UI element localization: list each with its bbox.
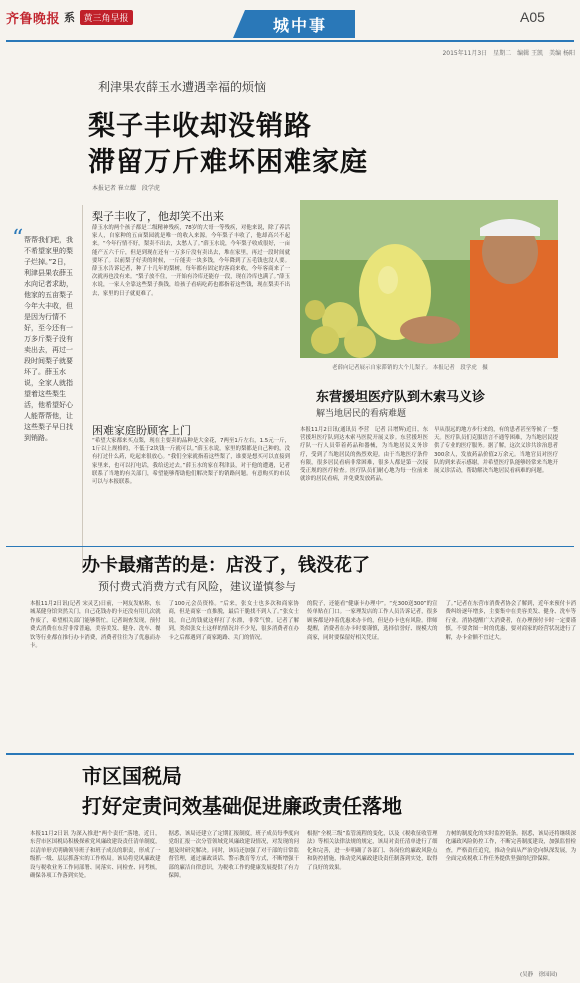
lead-kicker: 利津果农薛玉水遭遇幸福的烦恼 <box>98 80 267 94</box>
section-tab: 城中事 <box>245 10 355 38</box>
section-rule <box>6 753 574 755</box>
story3-column: 了。”记者在东营市消费者协会了解到，近年来预付卡消费纠纷逐年增多，主要集中在美容美发、健身、洗车等行业。消协提醒广大消费者，在办理预付卡时一定要谨慎，不要贪图一时的优惠，要对商家的经营状况进行了解，办卡金额不宜过大。 <box>445 601 576 641</box>
story3-headline: 办卡最痛苦的是：店没了，钱没花了 <box>82 555 370 576</box>
news-photo <box>300 200 558 358</box>
story4-columns <box>30 830 576 975</box>
brand-badge: 黄三角早报 <box>80 10 133 25</box>
story2-headline: 东营援坦医疗队到木索马义诊 <box>316 390 486 405</box>
section-rule <box>6 546 574 547</box>
story2-body-a: 本报11月2日讯(通讯员 李营 记者 吕增辉)近日，东营援坦医疗队到达木索马医院开展义诊。东营援坦医疗队一行人员带着药品和器械，为当地居民义务诊疗，受到了当地居民的热烈欢迎。由于当地医疗条件有限，很多居民看病非常困难，很多人都是第一次接受正规的医疗检查。医疗队员们耐心地为每一位前来就诊的居民看病，并免费发放药品。 <box>300 427 428 483</box>
quote-mark-icon: “ <box>12 226 24 251</box>
story4-column: 据悉，该局还建立了定期汇报制度，班子成员每季度向党组汇报一次分管领域党风廉政建设情况，对发现的问题及时研究解决。同时，该局还加强了对干部的日常监督管理，通过廉政谈话、警示教育等方式，不断增强干部的廉洁自律意识，为税收工作的健康发展提供了有力保障。 <box>168 831 299 880</box>
brand-suffix: 系 <box>64 11 76 24</box>
story4-column: 力树的制度化的实时监控链条。据悉，该局还将继续深化廉政风险防控工作，不断完善制度建设，加强监督检查，严格责任追究，推动全面从严治党向纵深发展，为全面完成税收工作任务提供坚强的纪律保障。 <box>445 831 576 863</box>
left-quote: 帮帮我们吧，我不希望家里的梨子烂掉。”2日，利津县果农薛玉水向记者求助，他家的五亩梨子今年大丰收，但是因为行情不好，至今还有一万多斤梨子没有卖出去，再过一段时间梨子就要坏了。薛玉水说，全家人就指望着这些梨生活，他希望好心人能帮帮他，让这些梨子早日找到销路。 <box>24 236 73 442</box>
lead-byline: 本报记者 崔立耀 段学虎 <box>92 185 160 192</box>
story3-columns <box>30 600 576 740</box>
story4-credit: (吴静 徐园园) <box>520 972 558 978</box>
story3-deck: 预付费式消费方式有风险，建议谨慎参与 <box>98 580 296 593</box>
story4-headline-line1: 市区国税局 <box>82 764 182 788</box>
story4-column: 本报11月2日讯 为深入推进“两个责任”落地，近日，东营市区国税局积极探索党风廉政建设责任清单制度，以清单形式明确领导班子和班子成员的职责，形成了一级抓一级、层层抓落实的工作格局。该局将党风廉政建设与税收业务工作同部署、同落实、同检查、同考核，确保各项工作落到实处。 <box>30 831 161 880</box>
story3-column: 本报11月2日讯(记者 宋灵艺)日前，一网友发帖称，东城某健身馆突然关门，自己花钱办的卡还没有用几次就作废了，希望相关部门能够帮忙。记者调查发现，预付费式消费在东营非常普遍，美容美发、健身、洗车、餐饮等行业都在推行办卡消费，消费者往往为了优惠而办卡。 <box>30 601 161 650</box>
story4-headline-line2: 打好定责问效基础促进廉政责任落地 <box>82 794 402 818</box>
story4-column: 根据“全税三级”监管流程的变化，以及《税收征收管理法》等相关法律法规的规定，该局对责任清单进行了细化和完善，进一步明确了各部门、各岗位的廉政风险点和防控措施，推动党风廉政建设责任制落到实处，取得了良好的效果。 <box>307 831 438 871</box>
lead-headline-line2: 滞留万斤难坏困难家庭 <box>88 147 368 178</box>
lead-body-2: “希望大家都来买点梨，现在主要卖的品种是大金花，7两至1斤左右，1.5元一斤，1斤以上规格的，不低于2块钱一斤就可以。”薛玉水说，家里的梨都是自己种的，没有打过什么药，吃起来很放心。“我们全家就指着这些梨了，谁要是想买可以直接到家里来，也可以打电话，我给送过去。”薛玉水的家在利津县，对于他的遭遇，记者联系了当地的有关部门，希望能够帮助他们解决梨子的销路问题。有意购买的市民可以与本报联系。 <box>92 438 290 486</box>
story3-column: 了100元会员资格。“后来，张女士也多次和商家协商，但是商家一直推脱，最后干脆找不到人了。”张女士说，自己的钱就这样打了水漂，非常气愤。记者了解到，类似张女士这样的情况并不少见，很多消费者在办卡之后都遇到了商家跑路、关门的情况。 <box>168 601 299 641</box>
story2-deck: 解当地居民的看病难题 <box>316 409 407 419</box>
story3-column: 的院子，还能看“健康卡办理中”。“充300送300”的宣传单贴在门口。一家理发店的工作人员告诉记者，很多顾客都是冲着优惠来办卡的，但是办卡也有风险。律师提醒，消费者在办卡时要谨慎，选择信誉好、规模大的商家，同时要保留好相关凭证。 <box>307 601 438 641</box>
story2-body-b: 早从很远的地方步行来的，有的患者甚至等候了一整天。医疗队员们克服语言不通等困难，为当地居民提供了专业的医疗服务。据了解，这次义诊共诊治患者300余人，发放药品价值2万余元。当地官员对医疗队的到来表示感谢，并希望医疗队能够经常来当地开展义诊活动，帮助解决当地居民看病难的问题。 <box>434 427 558 475</box>
issue-meta: 2015年11月3日 星期二 编辑 王凯 美编 杨阳 <box>442 50 575 57</box>
page-number: A05 <box>520 9 545 25</box>
lead-subhead-2: 困难家庭盼顾客上门 <box>92 424 191 437</box>
column-divider <box>82 205 83 570</box>
lead-subhead-1: 梨子丰收了，他却笑不出来 <box>92 210 224 223</box>
top-rule <box>6 40 574 42</box>
brand-name: 齐鲁晚报 <box>6 11 61 27</box>
brand-logo <box>6 9 133 25</box>
lead-body-1: 薛玉水的两个孩子都是二级精神残疾，78岁的大哥一等残疾，对他来说，除了养活家人，自家种的五亩梨园就是唯一的收入来源。今年梨子丰收了，他却高兴不起来。“今年行情不好，梨卖不出去，太愁人了。”薛玉水说，今年梨子收成很好，一亩能产五六千斤，但是到现在还有一万多斤没有卖出去，堆在家里，再过一段时间就要坏了。以前梨子好卖的时候，一斤能卖一块多钱，今年降到了五毛钱也没人要。薛玉水告诉记者，种了十几年的梨树，每年都有固定的客商来收，今年客商来了一次就再也没有来。“梨子放不住，一开始有冷库还能存一段，现在冷库也满了。”薛玉水说，一家人全靠这些梨子换钱，给孩子看病吃药也都指着这些钱，现在梨卖不出去，家里的日子就更难了。 <box>92 225 290 297</box>
photo-caption: 老薛向记者展示自家滞销的大个儿梨子。 本报记者 段学虎 摄 <box>332 365 488 371</box>
lead-headline-line1: 梨子丰收却没销路 <box>88 111 312 142</box>
